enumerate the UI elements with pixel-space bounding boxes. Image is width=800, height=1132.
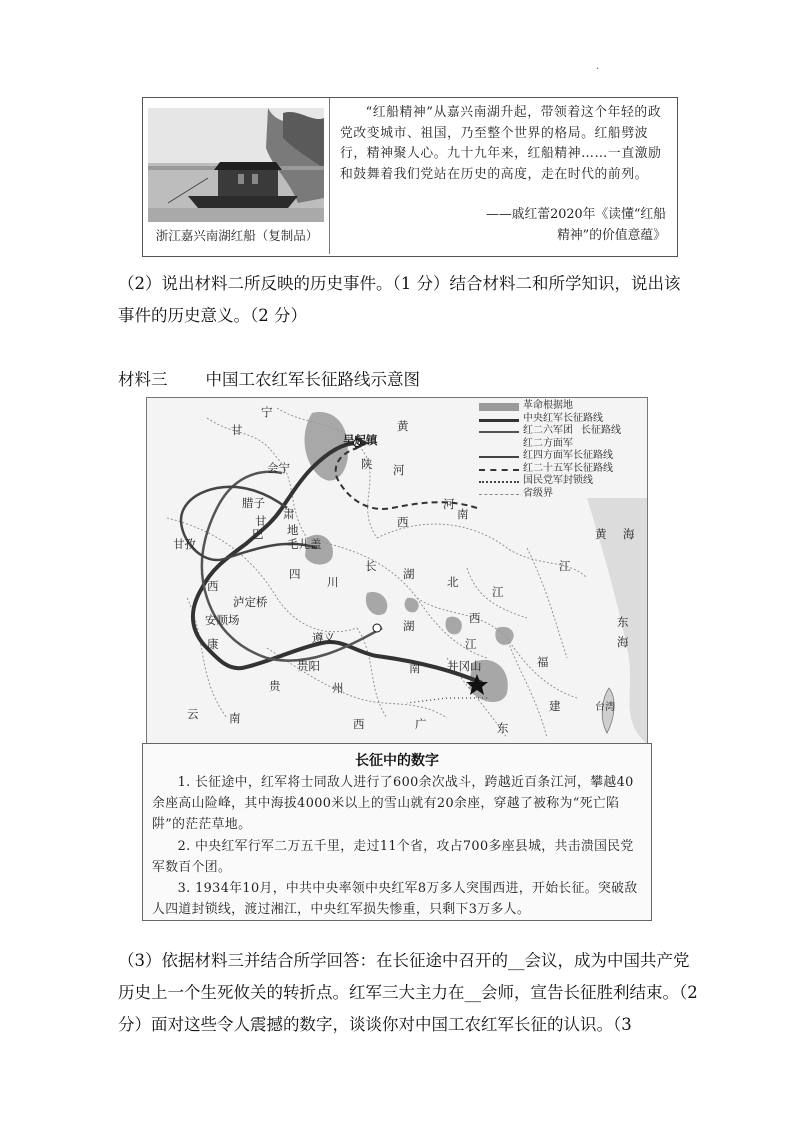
label-di: 地 bbox=[287, 523, 299, 537]
label-gan2: 甘 bbox=[255, 514, 267, 528]
label-kang: 康 bbox=[207, 637, 219, 651]
label-gui: 贵 bbox=[269, 679, 281, 693]
legend-item-second: 红二方面军 bbox=[523, 437, 573, 449]
label-taiwan: 台湾 bbox=[595, 702, 615, 713]
material2-source-line1: ——戚红蕾2020年《读懂“红船 bbox=[486, 207, 666, 222]
photo-caption: 浙江嘉兴南湖红船（复制品） bbox=[155, 228, 319, 243]
legend-item-base: 革命根据地 bbox=[477, 400, 643, 413]
label-gansu: 甘 bbox=[231, 423, 243, 437]
label-hu: 湖 bbox=[403, 567, 415, 581]
label-he2: 河 bbox=[443, 497, 455, 511]
label-luding: 泸定桥 bbox=[233, 595, 268, 609]
label-guiyang: 贵阳 bbox=[297, 659, 320, 673]
material2-source bbox=[340, 205, 666, 246]
material3-heading bbox=[118, 366, 458, 390]
numbers-item-2: 2. 中央红军行军二万五千里，走过11个省，攻占700多座县城，共击溃国民党军数百个团。 bbox=[152, 838, 634, 875]
label-donghai: 东 bbox=[617, 615, 629, 629]
label-su: 肃 bbox=[283, 507, 295, 521]
label-hai: 海 bbox=[623, 527, 635, 541]
label-wuqizhen: 吴起镇 bbox=[343, 433, 378, 447]
label-hunan: 湖 bbox=[403, 619, 415, 633]
label-jinggangshan: 井冈山 bbox=[447, 659, 482, 673]
label-bei: 北 bbox=[447, 575, 459, 589]
numbers-item-1: 1. 长征途中，红军将士同敌人进行了600余次战斗，跨越近百条江河，攀越40余座高山险峰，其中海拔4000米以上的雪山就有20余座，穿越了被称为“死亡陷阱”的茫茫草地。 bbox=[152, 775, 634, 833]
material2-divider bbox=[329, 98, 330, 254]
label-hai2: 海 bbox=[617, 635, 629, 649]
label-zhang: 长 bbox=[365, 559, 377, 573]
label-he: 河 bbox=[393, 463, 405, 477]
legend-item-blockade: 国民党军封锁线 bbox=[477, 475, 643, 488]
label-anshunchang: 安顺场 bbox=[205, 613, 240, 627]
material3-label: 材料三 bbox=[118, 370, 168, 389]
label-huanghai: 黄 bbox=[595, 527, 607, 541]
label-layuzi: 腊子 bbox=[242, 496, 265, 510]
label-dong: 东 bbox=[497, 721, 509, 735]
label-jiangsu: 江 bbox=[559, 559, 571, 573]
label-si: 四 bbox=[289, 567, 301, 581]
legend-swatch-base bbox=[479, 403, 519, 411]
legend-swatch-2-6 bbox=[479, 431, 519, 433]
label-yun: 云 bbox=[187, 707, 199, 721]
label-nan2: 南 bbox=[409, 661, 421, 675]
label-jian: 建 bbox=[549, 699, 561, 713]
material2-quote: “红船精神”从嘉兴南湖升起，带领着这个年轻的政党改变城市、祖国，乃至整个世界的格局。红船劈波行，精神聚人心。九十九年来，红船精神……一直激励和鼓舞着我们党站在历史的高度，走在时代的前列。 bbox=[340, 105, 662, 182]
legend-item-fourth: 红四方面军长征路线 bbox=[477, 450, 643, 463]
legend-swatch-blockade bbox=[479, 481, 519, 483]
page-mark: · bbox=[596, 64, 600, 75]
label-zunyi: 遵义 bbox=[312, 631, 335, 645]
label-jiang2: 江 bbox=[465, 637, 477, 651]
legend-item-2-6: 红二六军团 长征路线 bbox=[477, 425, 643, 438]
legend-swatch-border bbox=[479, 494, 519, 495]
map-legend bbox=[477, 400, 643, 500]
label-ganzi: 甘孜 bbox=[173, 537, 196, 551]
red-boat-photo bbox=[148, 108, 324, 222]
legend-swatch-25th bbox=[479, 469, 519, 471]
label-ningxia: 宁 bbox=[261, 405, 273, 419]
label-jiang: 江 bbox=[492, 585, 504, 599]
question-3: （3）依据材料三并结合所学回答：在长征途中召开的__会议，成为中国共产党历史上一个生死攸关的转折点。红军三大主力在__会师，宣告长征胜利结束。（2分）面对这些令人震撼的数字，谈谈你对中国工农红军长征的认识。（3 bbox=[118, 951, 698, 1034]
legend-swatch-fourth bbox=[479, 456, 519, 458]
legend-item-25th: 红二十五军长征路线 bbox=[477, 463, 643, 476]
label-bama: 巴 bbox=[252, 527, 264, 541]
label-huining: 会宁 bbox=[267, 461, 290, 475]
label-nan3: 南 bbox=[229, 711, 241, 725]
label-fu: 福 bbox=[537, 655, 549, 669]
material3-title: 中国工农红军长征路线示意图 bbox=[205, 370, 420, 389]
label-shan: 陕 bbox=[361, 457, 373, 471]
label-chuan: 川 bbox=[327, 575, 339, 589]
label-maoergai: 毛儿盖 bbox=[287, 537, 322, 551]
label-zhou: 州 bbox=[332, 681, 344, 695]
label-nan: 南 bbox=[457, 507, 469, 521]
label-huang: 黄 bbox=[397, 419, 409, 433]
label-guang: 广 bbox=[415, 717, 427, 731]
legend-item-central: 中央红军长征路线 bbox=[477, 413, 643, 426]
red-boat-image bbox=[148, 108, 324, 222]
material2-source-line2: 精神”的价值意蕴》 bbox=[557, 227, 666, 243]
legend-swatch-central bbox=[479, 419, 519, 422]
label-xi4: 西 bbox=[353, 717, 365, 731]
question-2: （2）说出材料二所反映的历史事件。（1 分）结合材料二和所学知识，说出该事件的历史意义。（2 分） bbox=[118, 274, 681, 325]
label-xi3: 西 bbox=[469, 611, 481, 625]
label-xi: 西 bbox=[207, 579, 219, 593]
legend-item-border: 省级界 bbox=[477, 488, 643, 501]
numbers-title: 长征中的数字 bbox=[355, 753, 439, 769]
numbers-list bbox=[152, 772, 642, 920]
numbers-item-3: 3. 1934年10月，中共中央率领中央红军8万多人突围西进，开始长征。突破敌人四道封锁线，渡过湘江，中央红军损失惨重，只剩下3万多人。 bbox=[152, 881, 638, 918]
label-xi2: 西 bbox=[397, 515, 409, 529]
long-march-map bbox=[146, 397, 648, 745]
